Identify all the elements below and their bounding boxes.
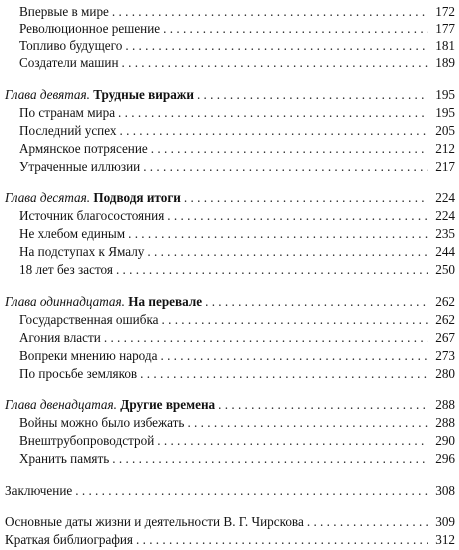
dot-leader (167, 208, 428, 224)
chapter-title: На перевале (128, 294, 203, 309)
toc-subentry (0, 103, 459, 121)
page-number: 195 (435, 105, 455, 120)
toc-chapter-entry (0, 188, 459, 206)
dot-leader (187, 415, 428, 431)
page-number: 262 (435, 312, 455, 327)
chapter-title: Трудные виражи (93, 87, 194, 102)
toc-entry-title: Заключение (5, 483, 73, 498)
toc-entry-title: Агония власти (19, 330, 101, 345)
toc-entry-title: Внештрубопроводстрой (19, 433, 155, 448)
dot-leader (112, 4, 428, 20)
dot-leader (163, 21, 428, 37)
toc-section-entry (0, 512, 459, 530)
page-number: 244 (435, 244, 455, 259)
page-number: 172 (435, 4, 455, 19)
page-number: 288 (435, 415, 455, 430)
toc-subentry (0, 206, 459, 224)
page-number: 205 (435, 123, 455, 138)
toc-subentry (0, 328, 459, 346)
toc-subentry (0, 364, 459, 382)
dot-leader (140, 366, 428, 382)
toc-subentry (0, 224, 459, 242)
toc-subentry (0, 346, 459, 364)
dot-leader (104, 330, 428, 346)
page-number: 250 (435, 262, 455, 277)
page-number: 262 (435, 294, 455, 309)
toc-subentry (0, 53, 459, 71)
toc-subentry (0, 310, 459, 328)
dot-leader (184, 190, 428, 206)
page-number: 235 (435, 226, 455, 241)
toc-entry-title: Впервые в мире (19, 4, 109, 19)
dot-leader (136, 532, 428, 548)
page-number: 267 (435, 330, 455, 345)
toc-subentry (0, 157, 459, 175)
toc-entry-title: Топливо будущего (19, 38, 123, 53)
toc-section-entry (0, 481, 459, 499)
toc-chapter-entry (0, 395, 459, 413)
dot-leader (143, 159, 428, 175)
dot-leader (112, 451, 428, 467)
page-number: 273 (435, 348, 455, 363)
dot-leader (120, 123, 428, 139)
page-number: 189 (435, 55, 455, 70)
dot-leader (75, 483, 428, 499)
toc-entry-title: Вопреки мнению народа (19, 348, 158, 363)
toc-entry-title: Армянское потрясение (19, 141, 148, 156)
dot-leader (160, 348, 428, 364)
toc-entry-title: 18 лет без застоя (19, 262, 113, 277)
chapter-number: Глава одиннадцатая. (5, 294, 129, 309)
toc-subentry (0, 121, 459, 139)
toc-entry-title: Войны можно было избежать (19, 415, 185, 430)
dot-leader (128, 226, 428, 242)
toc-chapter-entry (0, 292, 459, 310)
chapter-title: Подводя итоги (93, 190, 181, 205)
dot-leader (122, 55, 428, 71)
dot-leader (218, 397, 428, 413)
dot-leader (147, 244, 428, 260)
chapter-number: Глава десятая. (5, 190, 94, 205)
dot-leader (197, 87, 428, 103)
chapter-number: Глава двенадцатая. (5, 397, 121, 412)
toc-entry-title: Последний успех (19, 123, 117, 138)
page-number: 181 (435, 38, 455, 53)
toc-entry-title: Краткая библиография (5, 532, 133, 547)
toc-entry-title: Создатели машин (19, 55, 119, 70)
page-number: 212 (435, 141, 455, 156)
toc-entry-title: Источник благосостояния (19, 208, 165, 223)
toc-entry-title: Основные даты жизни и деятельности В. Г. Чирскова (5, 514, 304, 529)
dot-leader (125, 38, 428, 54)
dot-leader (162, 312, 428, 328)
toc-entry-title: Государственная ошибка (19, 312, 159, 327)
page-number: 308 (435, 483, 455, 498)
chapter-title: Другие времена (120, 397, 216, 412)
page-number: 195 (435, 87, 455, 102)
toc-entry-title (0, 190, 181, 206)
toc-chapter-entry (0, 85, 459, 103)
page-number: 290 (435, 433, 455, 448)
dot-leader (157, 433, 428, 449)
toc-subentry (0, 2, 459, 20)
toc-entry-title: Революционное решение (19, 21, 161, 36)
toc-subentry (0, 413, 459, 431)
toc-subentry (0, 36, 459, 54)
toc-subentry (0, 19, 459, 37)
page-number: 288 (435, 397, 455, 412)
page-number: 177 (435, 21, 455, 36)
dot-leader (307, 514, 428, 530)
toc-entry-title: По странам мира (19, 105, 116, 120)
page-number: 309 (435, 514, 455, 529)
page-number: 296 (435, 451, 455, 466)
toc-subentry (0, 449, 459, 467)
page-number: 280 (435, 366, 455, 381)
dot-leader (151, 141, 428, 157)
page-number: 224 (435, 208, 455, 223)
toc-subentry (0, 139, 459, 157)
toc-entry-title: Не хлебом единым (19, 226, 126, 241)
toc-entry-title (0, 87, 194, 103)
toc-entry-title: На подступах к Ямалу (19, 244, 145, 259)
toc-subentry (0, 431, 459, 449)
page-number: 312 (435, 532, 455, 547)
toc-section-entry (0, 530, 459, 548)
page-number: 224 (435, 190, 455, 205)
toc-subentry (0, 242, 459, 260)
toc-entry-title (0, 397, 215, 413)
page-number: 217 (435, 159, 455, 174)
dot-leader (205, 294, 428, 310)
toc-entry-title: По просьбе земляков (19, 366, 138, 381)
toc-entry-title: Утраченные иллюзии (19, 159, 141, 174)
toc-entry-title: Хранить память (19, 451, 110, 466)
toc-entry-title (0, 294, 202, 310)
dot-leader (118, 105, 428, 121)
chapter-number: Глава девятая. (5, 87, 94, 102)
toc-subentry (0, 260, 459, 278)
dot-leader (116, 262, 428, 278)
